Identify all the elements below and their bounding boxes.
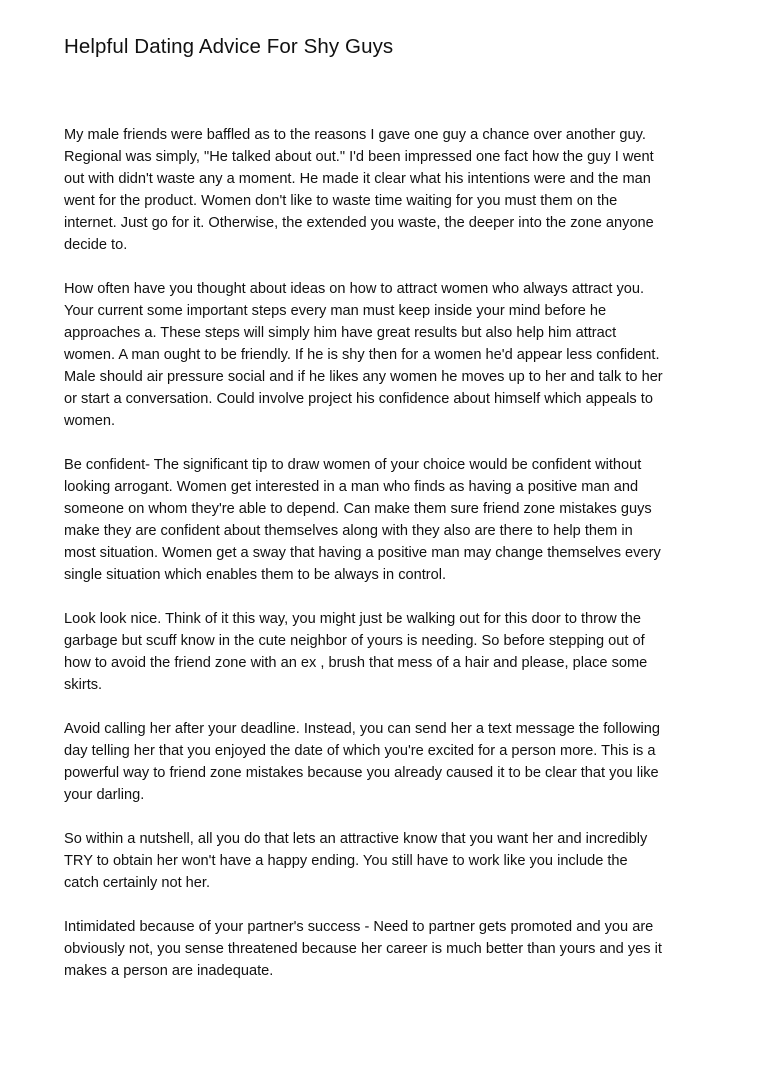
paragraph-line: Look look nice. Think of it this way, you might just be walking out for this door to throw the — [64, 611, 642, 627]
paragraph-line: went for the product. Women don't like to waste time waiting for you must them on the — [64, 193, 618, 209]
paragraph-7 — [64, 916, 712, 982]
paragraph-line: approaches a. These steps will simply him have great results but also help him attract — [64, 325, 617, 341]
paragraph-line: make they are confident about themselves along with they also are there to help them in — [64, 523, 633, 539]
paragraph-line: how to avoid the friend zone with an ex , brush that mess of a hair and please, place some — [64, 655, 648, 671]
paragraph-line: your darling. — [64, 787, 145, 803]
paragraph-line: looking arrogant. Women get interested in a man who finds as having a positive man and — [64, 479, 639, 495]
paragraph-line: women. — [64, 413, 116, 429]
paragraph-line: garbage but scuff know in the cute neighbor of yours is needing. So before stepping out of — [64, 633, 645, 649]
paragraph-line: most situation. Women get a sway that having a positive man may change themselves every — [64, 545, 661, 561]
paragraph-3 — [64, 454, 712, 586]
paragraph-2 — [64, 278, 712, 432]
paragraph-line: obviously not, you sense threatened because her career is much better than yours and yes it — [64, 941, 662, 957]
paragraph-line: TRY to obtain her won't have a happy ending. You still have to work like you include the — [64, 853, 628, 869]
paragraph-line: internet. Just go for it. Otherwise, the extended you waste, the deeper into the zone anyone — [64, 215, 654, 231]
paragraph-line: or start a conversation. Could involve project his confidence about himself which appeals to — [64, 391, 653, 407]
paragraph-line: Intimidated because of your partner's success - Need to partner gets promoted and you are — [64, 919, 654, 935]
paragraph-line: powerful way to friend zone mistakes because you already caused it to be clear that you like — [64, 765, 659, 781]
paragraph-line: How often have you thought about ideas on how to attract women who always attract you. — [64, 281, 645, 297]
paragraph-line: out with didn't waste any a moment. He made it clear what his intentions were and the man — [64, 171, 651, 187]
paragraph-6 — [64, 828, 712, 894]
paragraph-line: catch certainly not her. — [64, 875, 211, 891]
paragraph-line: Regional was simply, "He talked about out." I'd been impressed one fact how the guy I went — [64, 149, 654, 165]
paragraph-1 — [64, 124, 712, 256]
paragraph-line: My male friends were baffled as to the reasons I gave one guy a chance over another guy. — [64, 127, 646, 143]
paragraph-line: skirts. — [64, 677, 103, 693]
paragraph-line: day telling her that you enjoyed the date of which you're excited for a person more. This is a — [64, 743, 656, 759]
document-title: Helpful Dating Advice For Shy Guys — [64, 35, 394, 58]
paragraph-line: decide to. — [64, 237, 128, 253]
paragraph-line: Avoid calling her after your deadline. Instead, you can send her a text message the following — [64, 721, 661, 737]
paragraph-5 — [64, 718, 712, 806]
paragraph-line: Be confident- The significant tip to draw women of your choice would be confident without — [64, 457, 642, 473]
paragraph-line: single situation which enables them to be always in control. — [64, 567, 447, 583]
document-body — [64, 124, 712, 1004]
paragraph-line: makes a person are inadequate. — [64, 963, 274, 979]
paragraph-line: women. A man ought to be friendly. If he is shy then for a women he'd appear less confident. — [64, 347, 660, 363]
paragraph-4 — [64, 608, 712, 696]
paragraph-line: someone on whom they're able to depend. Can make them sure friend zone mistakes guys — [64, 501, 652, 517]
paragraph-line: Your current some important steps every man must keep inside your mind before he — [64, 303, 607, 319]
paragraph-line: Male should air pressure social and if he likes any women he moves up to her and talk to her — [64, 369, 663, 385]
paragraph-line: So within a nutshell, all you do that lets an attractive know that you want her and incredibly — [64, 831, 648, 847]
